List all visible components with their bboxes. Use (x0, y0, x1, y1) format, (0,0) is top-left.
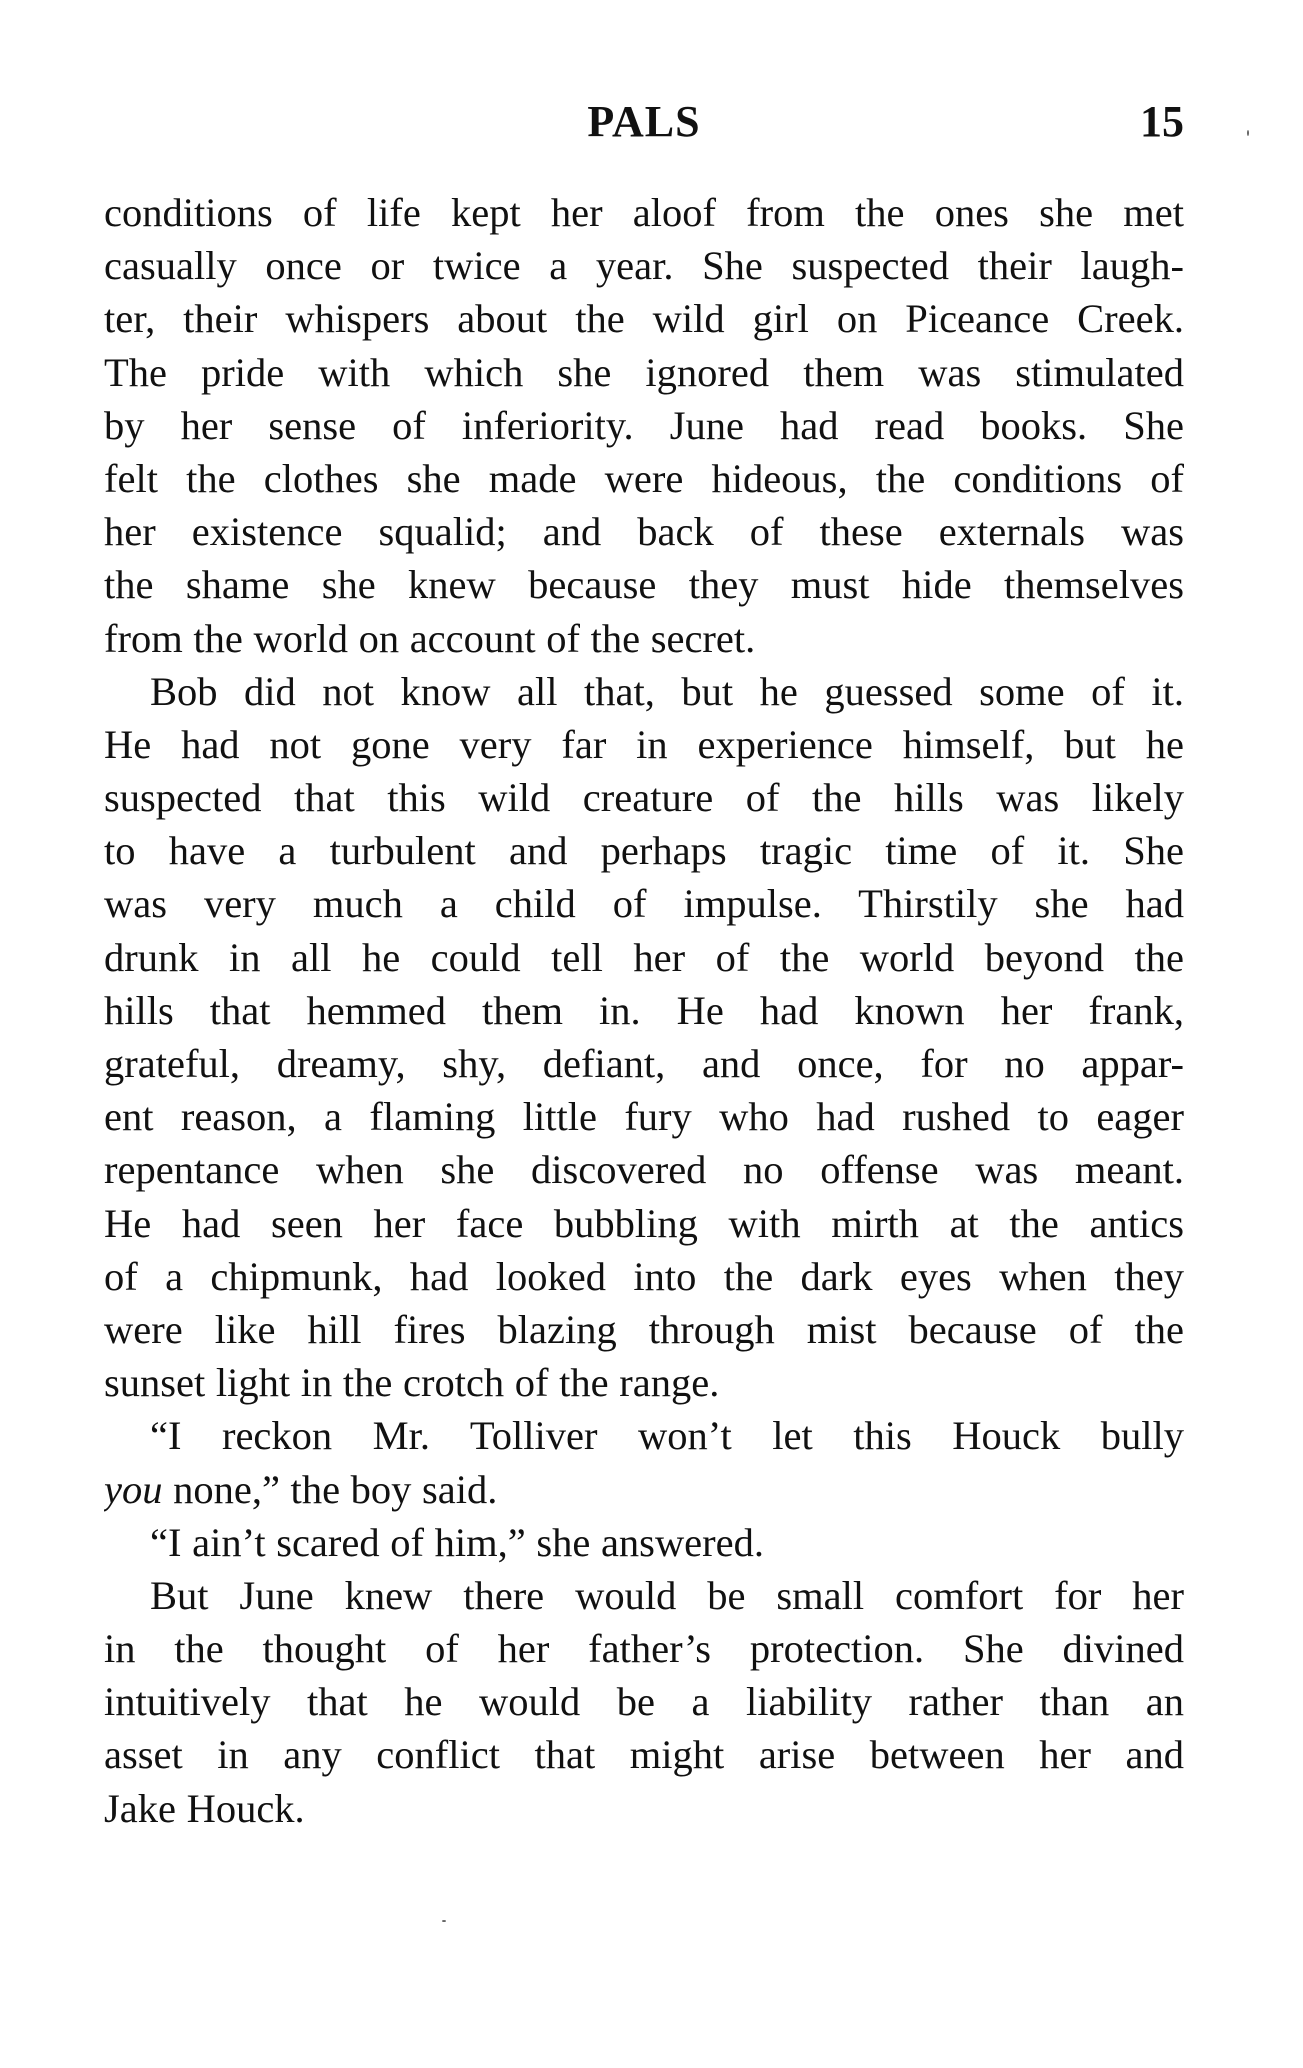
text-line: conditions of life kept her aloof from the ones she met (104, 190, 1184, 235)
text-line: of a chipmunk, had looked into the dark eyes when they (104, 1253, 1184, 1299)
text-line: felt the clothes she made were hideous, the conditions of (104, 455, 1184, 501)
text-line: “I ain’t scared of him,” she answered. (150, 1519, 765, 1565)
text-line: sunset light in the crotch of the range. (104, 1360, 720, 1406)
text-line: Jake Houck. (104, 1785, 305, 1831)
text-line: ter, their whispers about the wild girl on Piceance Creek. (104, 296, 1184, 342)
text-line: He had seen her face bubbling with mirth at the antics (104, 1200, 1184, 1246)
text-line: “I reckon Mr. Tolliver won’t let this Houck bully (150, 1413, 1184, 1459)
text-line: drunk in all he could tell her of the world beyond the (104, 934, 1184, 980)
text-line: casually once or twice a year. She suspected their laugh- (104, 243, 1184, 289)
text-line: to have a turbulent and perhaps tragic time of it. She (104, 828, 1184, 874)
text-line: hills that hemmed them in. He had known her frank, (104, 987, 1184, 1033)
body-text (104, 186, 1184, 1835)
text-line: The pride with which she ignored them was stimulated (104, 349, 1184, 395)
text-line: suspected that this wild creature of the hills was likely (104, 775, 1184, 821)
text-line: ent reason, a flaming little fury who had rushed to eager (104, 1094, 1184, 1140)
text-line: grateful, dreamy, shy, defiant, and once, for no appar- (104, 1041, 1184, 1086)
text-line: intuitively that he would be a liability rather than an (104, 1679, 1184, 1725)
text-line: He had not gone very far in experience himself, but he (104, 721, 1184, 767)
text-line: her existence squalid; and back of these externals was (104, 509, 1184, 555)
text-line: But June knew there would be small comfort for her (150, 1572, 1184, 1618)
text-line: in the thought of her father’s protection. She divined (104, 1626, 1184, 1672)
print-speck (442, 1920, 446, 1922)
text-line: were like hill fires blazing through mist because of the (104, 1306, 1184, 1352)
print-speck (1247, 130, 1249, 136)
page-header (104, 96, 1184, 156)
running-title: PALS (587, 97, 701, 146)
text-line: Bob did not know all that, but he guessed some of it. (150, 668, 1184, 714)
text-line (104, 1463, 1184, 1516)
text-line: from the world on account of the secret. (104, 615, 756, 661)
text-line: asset in any conflict that might arise between her and (104, 1732, 1184, 1778)
text-fragment: none,” the boy said. (162, 1466, 498, 1512)
text-line: the shame she knew because they must hide themselves (104, 562, 1184, 608)
text-line: was very much a child of impulse. Thirstily she had (104, 881, 1184, 927)
emphasis-word: you (104, 1466, 163, 1512)
text-line: repentance when she discovered no offense was meant. (104, 1147, 1184, 1193)
text-line: by her sense of inferiority. June had read books. She (104, 402, 1184, 448)
page-number: 15 (1140, 97, 1184, 146)
